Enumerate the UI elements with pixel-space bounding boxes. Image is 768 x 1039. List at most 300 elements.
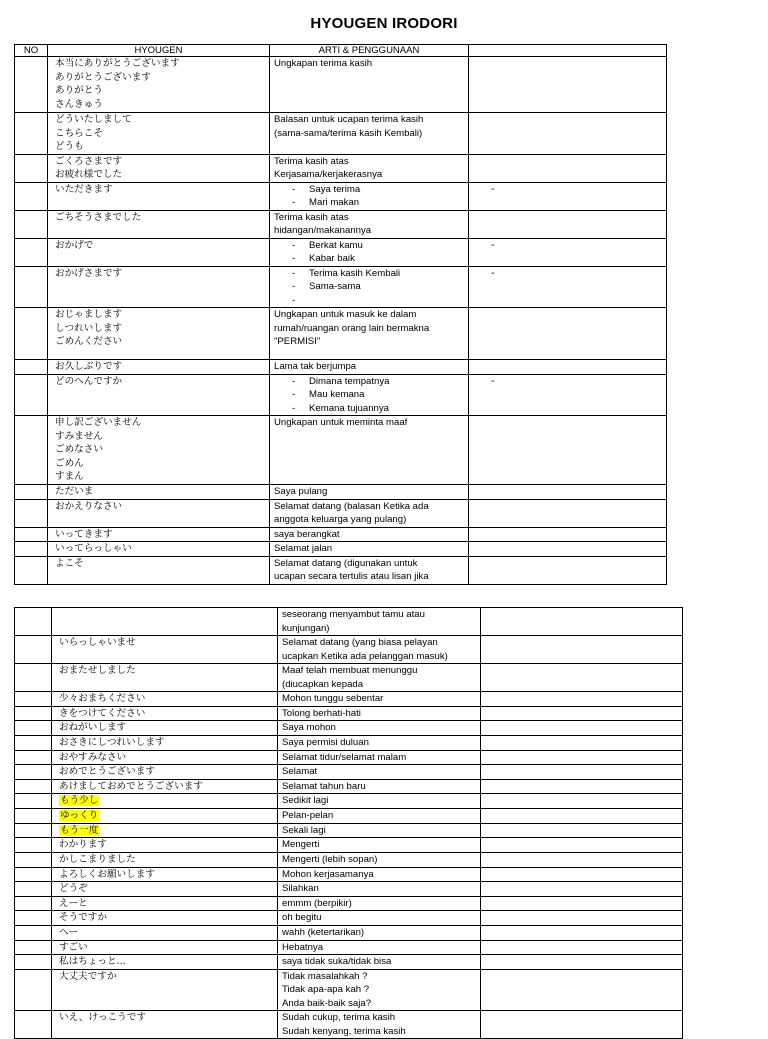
japanese-expression: お疲れ様でした xyxy=(55,169,123,180)
extra-cell xyxy=(481,794,683,809)
japanese-expression: わかります xyxy=(59,839,107,850)
extra-cell xyxy=(469,113,667,155)
meaning-text: Terima kasih atas xyxy=(274,155,349,167)
arti-cell xyxy=(270,542,469,557)
meaning-text: "PERMISI" xyxy=(274,336,321,347)
extra-cell xyxy=(481,765,683,780)
row-number-cell xyxy=(15,238,48,266)
extra-cell xyxy=(481,692,683,707)
meaning-text: Mengerti xyxy=(282,839,320,850)
arti-cell xyxy=(270,57,469,113)
expression-table-part2 xyxy=(14,607,683,1039)
row-number-cell xyxy=(15,692,52,707)
hyougen-cell xyxy=(52,765,278,780)
row-number-cell xyxy=(15,636,52,664)
arti-cell xyxy=(278,882,481,897)
arti-cell xyxy=(270,556,469,584)
meaning-text: Maaf telah membuat menunggu xyxy=(282,665,418,676)
meaning-text: saya tidak suka/tidak bisa xyxy=(282,956,392,967)
japanese-expression: こちらこそ xyxy=(55,127,103,139)
arti-cell xyxy=(270,499,469,527)
meaning-text: Tidak apa-apa kah ? xyxy=(282,984,370,995)
row-number-cell xyxy=(15,735,52,750)
row-number-cell xyxy=(15,360,48,375)
hyougen-cell xyxy=(52,636,278,664)
row-number-cell xyxy=(15,955,52,970)
hyougen-cell xyxy=(52,969,278,1011)
header-hyougen: HYOUGEN xyxy=(48,45,270,57)
row-number-cell xyxy=(15,721,52,736)
table-row xyxy=(15,542,667,557)
japanese-expression: ごくろさまです xyxy=(55,155,123,167)
arti-cell xyxy=(278,721,481,736)
meaning-text: Mengerti (lebih sopan) xyxy=(282,853,378,865)
japanese-expression: ありがとうございます xyxy=(55,71,151,83)
meaning-bullet: - Kemana tujuannya xyxy=(274,402,468,416)
table-row xyxy=(15,57,667,113)
extra-mark: - xyxy=(491,267,495,279)
row-number-cell xyxy=(15,527,48,542)
row-number-cell xyxy=(15,374,48,416)
arti-cell xyxy=(270,360,469,375)
hyougen-cell xyxy=(48,266,270,308)
meaning-text: Saya pulang xyxy=(274,486,328,497)
japanese-expression: すまん xyxy=(55,471,84,482)
arti-cell xyxy=(278,867,481,882)
row-number-cell xyxy=(15,154,48,182)
arti-cell xyxy=(278,692,481,707)
extra-cell xyxy=(469,485,667,500)
page-title: HYOUGEN IRODORI xyxy=(310,15,458,32)
table-row xyxy=(15,779,683,794)
meaning-text: Saya permisi duluan xyxy=(282,736,369,748)
hyougen-cell xyxy=(52,779,278,794)
extra-cell xyxy=(481,925,683,940)
highlighted-expression xyxy=(56,824,277,838)
row-number-cell xyxy=(15,809,52,824)
table-row xyxy=(15,925,683,940)
japanese-expression: いらっしゃいませ xyxy=(59,637,136,648)
extra-mark: - xyxy=(491,183,495,195)
extra-cell xyxy=(481,721,683,736)
meaning-text: Tidak masalahkah ? xyxy=(282,970,368,982)
row-number-cell xyxy=(15,896,52,911)
arti-cell xyxy=(270,113,469,155)
meaning-bullet: - Kabar baik xyxy=(274,252,468,266)
header-arti: ARTI & PENGGUNAAN xyxy=(270,45,469,57)
row-number-cell xyxy=(15,969,52,1011)
hyougen-cell xyxy=(52,692,278,707)
table-row xyxy=(15,692,683,707)
row-number-cell xyxy=(15,308,48,360)
meaning-text: Kerjasama/kerjakerasnya xyxy=(274,169,383,180)
meaning-text: Saya mohon xyxy=(282,722,336,733)
highlighted-expression xyxy=(56,794,277,808)
extra-mark: - xyxy=(491,239,495,251)
meaning-bullet: - Berkat kamu xyxy=(274,239,468,253)
extra-mark: - xyxy=(491,375,495,387)
extra-cell xyxy=(481,823,683,838)
row-number-cell xyxy=(15,838,52,853)
japanese-expression: ごめん xyxy=(55,457,84,469)
row-number-cell xyxy=(15,542,48,557)
table-row xyxy=(15,360,667,375)
row-number-cell xyxy=(15,882,52,897)
table-row xyxy=(15,765,683,780)
hyougen-cell xyxy=(48,527,270,542)
arti-cell xyxy=(278,940,481,955)
hyougen-cell xyxy=(48,238,270,266)
japanese-expression: もう一度 xyxy=(60,824,99,836)
japanese-expression: あけましておめでとうございます xyxy=(59,780,203,792)
table-row xyxy=(15,735,683,750)
arti-cell xyxy=(270,485,469,500)
row-number-cell xyxy=(15,706,52,721)
meaning-text: Sudah kenyang, terima kasih xyxy=(282,1025,406,1037)
table-row xyxy=(15,266,667,308)
hyougen-cell xyxy=(52,867,278,882)
extra-cell xyxy=(481,911,683,926)
hyougen-cell xyxy=(48,182,270,210)
extra-cell xyxy=(481,608,683,636)
arti-cell xyxy=(278,735,481,750)
japanese-expression: さんきゅう xyxy=(55,98,103,110)
extra-cell xyxy=(469,210,667,238)
meaning-text: Selamat tidur/selamat malam xyxy=(282,751,407,763)
hyougen-cell xyxy=(52,925,278,940)
japanese-expression: どのへんですか xyxy=(55,375,123,387)
hyougen-cell xyxy=(48,499,270,527)
table-row xyxy=(15,955,683,970)
extra-cell xyxy=(469,308,667,360)
arti-cell xyxy=(278,911,481,926)
japanese-expression: しつれいします xyxy=(55,322,123,334)
meaning-text: (diucapkan kepada xyxy=(282,678,364,690)
japanese-expression: もう少し xyxy=(60,795,99,806)
japanese-expression: いってきます xyxy=(55,528,113,540)
row-number-cell xyxy=(15,210,48,238)
meaning-text: kunjungan) xyxy=(282,622,330,634)
arti-cell xyxy=(278,750,481,765)
table-row xyxy=(15,852,683,867)
meaning-bullet xyxy=(274,294,468,308)
meaning-text: emmm (berpikir) xyxy=(282,897,352,909)
extra-cell xyxy=(469,238,667,266)
meaning-text: rumah/ruangan orang lain bermakna xyxy=(274,322,430,334)
arti-cell xyxy=(270,416,469,485)
japanese-expression: お久しぶりです xyxy=(55,361,123,372)
meaning-text: anggota keluarga yang pulang) xyxy=(274,514,407,525)
row-number-cell xyxy=(15,485,48,500)
japanese-expression: おねがいします xyxy=(59,722,127,733)
japanese-expression: すみません xyxy=(55,430,103,442)
table-row xyxy=(15,867,683,882)
japanese-expression: ゆっくり xyxy=(60,810,99,821)
table-row xyxy=(15,485,667,500)
row-number-cell xyxy=(15,925,52,940)
japanese-expression: ごちそうさまでした xyxy=(55,211,142,223)
meaning-bullet: - Mari makan xyxy=(274,196,468,210)
header-extra xyxy=(469,45,667,57)
meaning-text: Selamat datang (digunakan untuk xyxy=(274,557,418,569)
table-row xyxy=(15,940,683,955)
table-row xyxy=(15,238,667,266)
extra-cell xyxy=(481,735,683,750)
table-row xyxy=(15,750,683,765)
meaning-text: Sedikit lagi xyxy=(282,795,329,806)
hyougen-cell xyxy=(48,542,270,557)
meaning-text: ucapkan Ketika ada pelanggan masuk) xyxy=(282,650,448,662)
arti-cell xyxy=(278,664,481,692)
arti-cell xyxy=(278,969,481,1011)
row-number-cell xyxy=(15,823,52,838)
japanese-expression: どうぞ xyxy=(59,883,88,894)
table-row xyxy=(15,911,683,926)
row-number-cell xyxy=(15,794,52,809)
japanese-expression: どうも xyxy=(55,141,84,152)
row-number-cell xyxy=(15,750,52,765)
hyougen-cell xyxy=(52,911,278,926)
extra-cell xyxy=(481,838,683,853)
highlighted-expression xyxy=(56,809,277,823)
arti-cell xyxy=(278,896,481,911)
extra-cell xyxy=(469,374,667,416)
extra-cell xyxy=(481,896,683,911)
row-number-cell xyxy=(15,779,52,794)
japanese-expression: おかげさまです xyxy=(55,267,123,279)
hyougen-cell xyxy=(52,882,278,897)
japanese-expression: いただきます xyxy=(55,183,113,195)
row-number-cell xyxy=(15,57,48,113)
meaning-text: Sudah cukup, terima kasih xyxy=(282,1012,396,1023)
arti-cell xyxy=(278,955,481,970)
row-number-cell xyxy=(15,867,52,882)
meaning-text: Ungkapan terima kasih xyxy=(274,58,373,69)
meaning-text: Terima kasih atas xyxy=(274,211,349,223)
hyougen-cell xyxy=(52,706,278,721)
japanese-expression: そうですか xyxy=(59,912,107,923)
expression-table-part1 xyxy=(14,44,667,585)
japanese-expression: ただいま xyxy=(55,486,94,497)
extra-cell xyxy=(481,852,683,867)
table-row xyxy=(15,896,683,911)
arti-cell xyxy=(278,636,481,664)
arti-cell xyxy=(270,374,469,416)
meaning-bullet: - Sama-sama xyxy=(274,280,468,294)
row-number-cell xyxy=(15,1011,52,1039)
extra-cell xyxy=(481,706,683,721)
meaning-bullet: - Dimana tempatnya xyxy=(274,375,468,389)
hyougen-cell xyxy=(48,154,270,182)
hyougen-cell xyxy=(52,955,278,970)
arti-cell xyxy=(270,154,469,182)
meaning-text: Selamat datang (yang biasa pelayan xyxy=(282,637,438,648)
table-row xyxy=(15,182,667,210)
table-row xyxy=(15,416,667,485)
table-row xyxy=(15,1011,683,1039)
japanese-expression: ごめんください xyxy=(55,336,123,347)
header-no: NO xyxy=(15,45,48,57)
arti-cell xyxy=(278,608,481,636)
japanese-expression: 本当にありがとうございます xyxy=(55,58,180,69)
meaning-text: Selamat jalan xyxy=(274,543,333,554)
japanese-expression: おかげで xyxy=(55,239,94,251)
japanese-expression: おめでとうございます xyxy=(59,766,155,777)
table-row xyxy=(15,823,683,838)
extra-cell xyxy=(469,182,667,210)
table-row xyxy=(15,721,683,736)
table-row xyxy=(15,608,683,636)
japanese-expression: おさきにしつれいします xyxy=(59,736,165,748)
row-number-cell xyxy=(15,911,52,926)
meaning-text: Ungkapan untuk masuk ke dalam xyxy=(274,309,417,320)
meaning-bullet: - Terima kasih Kembali xyxy=(274,267,468,281)
japanese-expression: おかえりなさい xyxy=(55,500,123,512)
extra-cell xyxy=(469,499,667,527)
arti-cell xyxy=(278,838,481,853)
extra-cell xyxy=(481,636,683,664)
arti-cell xyxy=(278,779,481,794)
hyougen-cell xyxy=(48,416,270,485)
table-row xyxy=(15,308,667,360)
meaning-text: (sama-sama/terima kasih Kembali) xyxy=(274,127,423,139)
japanese-expression: ごめなさい xyxy=(55,444,103,455)
japanese-expression: どういたしまして xyxy=(55,114,132,125)
table-row xyxy=(15,113,667,155)
table-row xyxy=(15,706,683,721)
table-row xyxy=(15,210,667,238)
japanese-expression: すごい xyxy=(59,941,88,953)
meaning-text: seseorang menyambut tamu atau xyxy=(282,609,425,620)
arti-cell xyxy=(278,925,481,940)
japanese-expression: 大丈夫ですか xyxy=(59,970,117,982)
meaning-text: Silahkan xyxy=(282,883,319,894)
extra-cell xyxy=(481,867,683,882)
extra-cell xyxy=(481,664,683,692)
extra-cell xyxy=(481,779,683,794)
hyougen-cell xyxy=(52,809,278,824)
arti-cell xyxy=(278,809,481,824)
meaning-bullet: - Mau kemana xyxy=(274,388,468,402)
japanese-expression: おまたせしました xyxy=(59,665,136,676)
meaning-bullet: - Saya terima xyxy=(274,183,468,197)
arti-cell xyxy=(270,210,469,238)
japanese-expression: 少々おまちください xyxy=(59,693,146,704)
japanese-expression: かしこまりました xyxy=(59,853,136,865)
table-row xyxy=(15,499,667,527)
hyougen-cell xyxy=(52,852,278,867)
extra-cell xyxy=(481,940,683,955)
extra-cell xyxy=(481,882,683,897)
hyougen-cell xyxy=(52,750,278,765)
meaning-text: Tolong berhati-hati xyxy=(282,707,361,719)
table-row xyxy=(15,556,667,584)
japanese-expression: よこそ xyxy=(55,557,84,569)
japanese-expression: 私はちょっと... xyxy=(59,956,126,967)
extra-cell xyxy=(469,266,667,308)
meaning-text: Mohon kerjasamanya xyxy=(282,868,374,880)
meaning-text: Lama tak berjumpa xyxy=(274,361,357,372)
arti-cell xyxy=(278,706,481,721)
row-number-cell xyxy=(15,608,52,636)
row-number-cell xyxy=(15,852,52,867)
extra-cell xyxy=(469,57,667,113)
table-row xyxy=(15,527,667,542)
row-number-cell xyxy=(15,113,48,155)
japanese-expression: 申し訳ございません xyxy=(55,417,142,428)
meaning-text: hidangan/makanannya xyxy=(274,225,372,236)
hyougen-cell xyxy=(52,1011,278,1039)
table-row xyxy=(15,882,683,897)
japanese-expression: えーと xyxy=(59,897,88,909)
hyougen-cell xyxy=(52,823,278,838)
japanese-expression: いえ、けっこうです xyxy=(59,1012,146,1023)
hyougen-cell xyxy=(48,57,270,113)
row-number-cell xyxy=(15,499,48,527)
hyougen-cell xyxy=(48,374,270,416)
row-number-cell xyxy=(15,556,48,584)
meaning-text: Pelan-pelan xyxy=(282,810,334,821)
table-row xyxy=(15,838,683,853)
extra-cell xyxy=(481,955,683,970)
meaning-text: Selamat xyxy=(282,766,318,777)
row-number-cell xyxy=(15,416,48,485)
japanese-expression: おじゃまします xyxy=(55,309,123,320)
japanese-expression: へー xyxy=(59,926,79,938)
hyougen-cell xyxy=(52,721,278,736)
arti-cell xyxy=(278,1011,481,1039)
arti-cell xyxy=(278,765,481,780)
meaning-text: Sekali lagi xyxy=(282,824,326,836)
extra-cell xyxy=(481,1011,683,1039)
table-row xyxy=(15,154,667,182)
table-row xyxy=(15,809,683,824)
extra-cell xyxy=(469,416,667,485)
hyougen-cell xyxy=(48,360,270,375)
meaning-text: saya berangkat xyxy=(274,528,340,540)
row-number-cell xyxy=(15,182,48,210)
arti-cell xyxy=(270,527,469,542)
meaning-text: Mohon tunggu sebentar xyxy=(282,693,384,704)
meaning-text: Selamat tahun baru xyxy=(282,780,366,792)
arti-cell xyxy=(270,182,469,210)
table-row xyxy=(15,794,683,809)
extra-cell xyxy=(481,969,683,1011)
hyougen-cell xyxy=(48,308,270,360)
extra-cell xyxy=(469,556,667,584)
hyougen-cell xyxy=(52,608,278,636)
row-number-cell xyxy=(15,940,52,955)
arti-cell xyxy=(270,238,469,266)
arti-cell xyxy=(278,823,481,838)
extra-cell xyxy=(469,542,667,557)
row-number-cell xyxy=(15,765,52,780)
arti-cell xyxy=(270,266,469,308)
hyougen-cell xyxy=(48,113,270,155)
meaning-text: ucapan secara tertulis atau lisan jika xyxy=(274,571,429,582)
arti-cell xyxy=(278,794,481,809)
hyougen-cell xyxy=(48,485,270,500)
table-row xyxy=(15,374,667,416)
extra-cell xyxy=(481,750,683,765)
meaning-text: oh begitu xyxy=(282,912,322,923)
hyougen-cell xyxy=(52,838,278,853)
extra-cell xyxy=(481,809,683,824)
japanese-expression: いってらっしゃい xyxy=(55,543,132,554)
meaning-text: Ungkapan untuk meminta maaf xyxy=(274,417,408,428)
hyougen-cell xyxy=(52,794,278,809)
hyougen-cell xyxy=(48,210,270,238)
